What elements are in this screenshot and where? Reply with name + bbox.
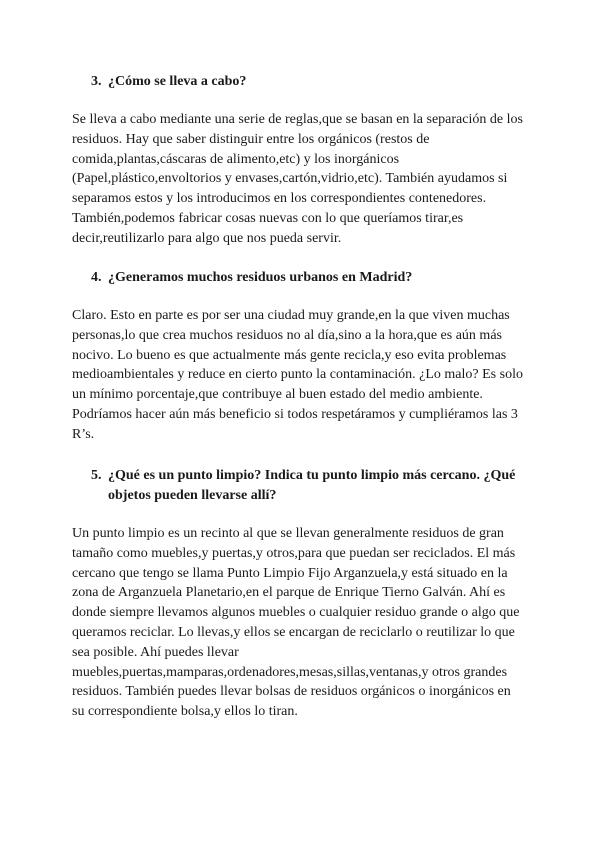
- paragraph-line: su correspondiente bolsa,y ellos lo tiran.: [72, 704, 298, 720]
- section-3-paragraph: [72, 110, 534, 249]
- paragraph-line: residuos. Hay que saber distinguir entre los orgánicos (restos de: [72, 131, 430, 147]
- section-3-heading: [91, 72, 551, 92]
- section-3-title: ¿Cómo se lleva a cabo?: [108, 74, 247, 89]
- section-5-number: 5.: [91, 468, 102, 483]
- paragraph-line: Un punto limpio es un recinto al que se llevan generalmente residuos de gran: [72, 526, 504, 541]
- paragraph-line: nocivo. Lo bueno es que actualmente más gente recicla,y eso evita problemas: [72, 347, 507, 363]
- paragraph-line: residuos. También puedes llevar bolsas de residuos orgánicos o inorgánicos en: [72, 684, 511, 700]
- paragraph-line: queramos reciclar. Lo llevas,y ellos se encargan de reciclarlo o reutilizar lo que: [72, 624, 515, 640]
- section-5-heading: [91, 466, 551, 505]
- section-4-heading: [91, 268, 551, 288]
- paragraph-line: Se lleva a cabo mediante una serie de reglas,que se basan en la separación de los: [72, 112, 523, 127]
- paragraph-line: (Papel,plástico,envoltorios y envases,cartón,vidrio,etc). También ayudamos si: [72, 171, 508, 187]
- paragraph-line: muebles,puertas,mamparas,ordenadores,mesas,sillas,ventanas,y otros grandes: [72, 664, 508, 680]
- paragraph-line: sea posible. Ahí puedes llevar: [72, 644, 239, 660]
- section-5-title-line: ¿Qué es un punto limpio? Indica tu punto limpio más cercano. ¿Qué: [108, 468, 516, 483]
- paragraph-line: También,podemos fabricar cosas nuevas con lo que queríamos tirar,es: [72, 210, 464, 226]
- section-5-title-line: objetos pueden llevarse allí?: [108, 487, 277, 503]
- paragraph-line: donde siempre llevamos algunos muebles o cualquier residuo grande o algo que: [72, 605, 520, 621]
- paragraph-line: separamos estos y los introducimos en los correspondientes contenedores.: [72, 191, 487, 207]
- section-3-number: 3.: [91, 74, 102, 89]
- section-4-title: ¿Generamos muchos residuos urbanos en Madrid?: [108, 270, 413, 285]
- paragraph-line: comida,plantas,cáscaras de alimento,etc) y los inorgánicos: [72, 151, 400, 167]
- paragraph-line: zona de Arganzuela Planetario,en el parque de Enrique Tierno Galván. Ahí es: [72, 585, 506, 601]
- paragraph-line: decir,reutilizarlo para algo que nos pueda servir.: [72, 230, 342, 246]
- section-4-number: 4.: [91, 270, 102, 285]
- paragraph-line: Claro. Esto en parte es por ser una ciudad muy grande,en la que viven muchas: [72, 308, 510, 323]
- section-5-paragraph: [72, 524, 534, 722]
- section-5-title: [108, 466, 551, 505]
- paragraph-line: personas,lo que crea muchos residuos no al día,sino a la hora,que es aún más: [72, 327, 502, 343]
- section-4-paragraph: [72, 306, 534, 445]
- paragraph-line: Podríamos hacer aún más beneficio si todos respetáramos y cumpliéramos las 3: [72, 406, 518, 422]
- paragraph-line: cercano que tengo se llama Punto Limpio Fijo Arganzuela,y está situado en la: [72, 565, 508, 581]
- paragraph-line: tamaño como muebles,y puertas,y otros,para que puedan ser reciclados. El más: [72, 545, 516, 561]
- paragraph-line: un mínimo porcentaje,que contribuye al buen estado del medio ambiente.: [72, 387, 483, 403]
- paragraph-line: medioambientales y reduce en cierto punto la contaminación. ¿Lo malo? Es solo: [72, 367, 523, 383]
- paragraph-line: R’s.: [72, 426, 95, 442]
